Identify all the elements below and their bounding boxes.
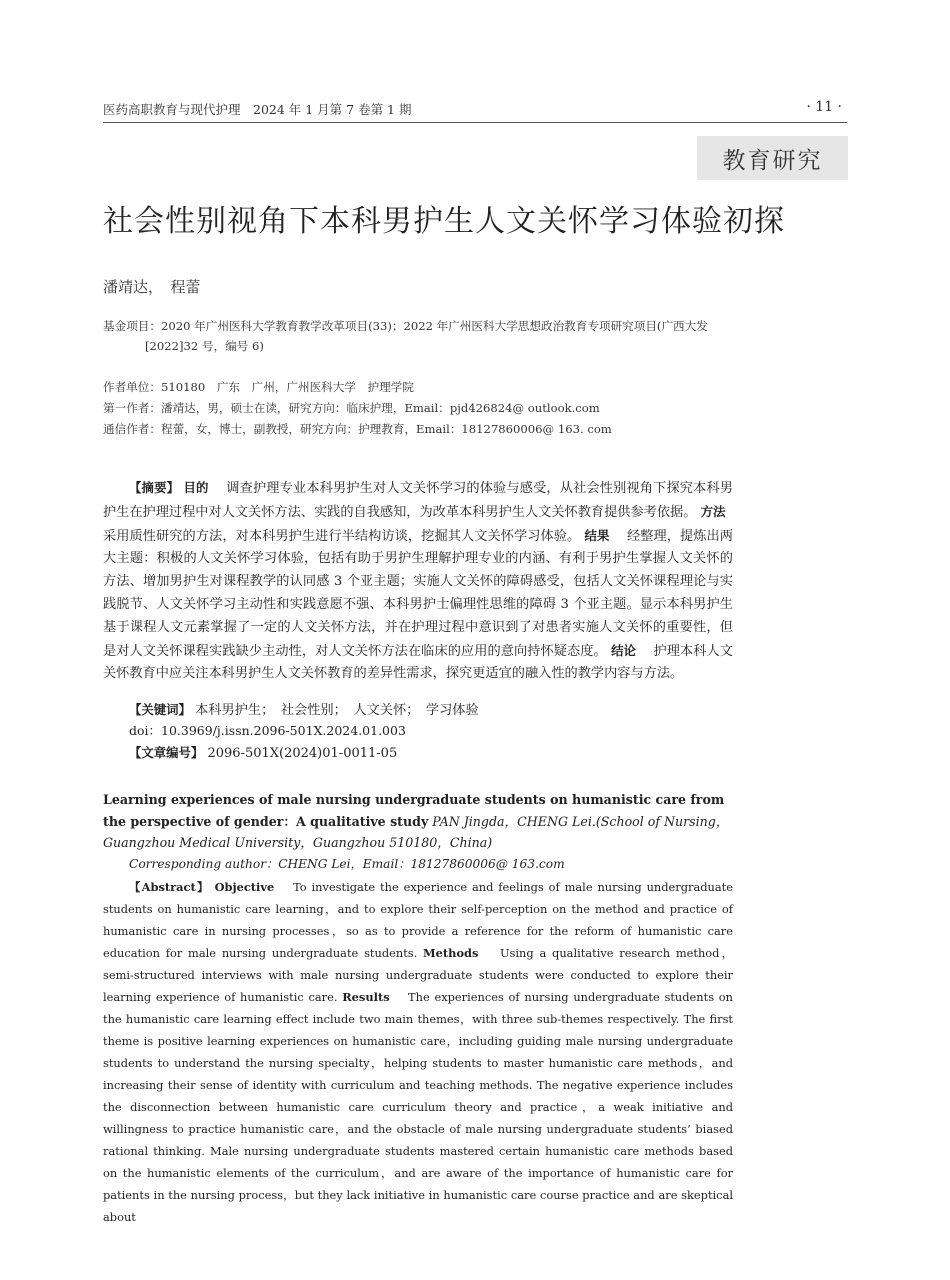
conclusion-text: 护理本科人文关怀教育中应关注本科男护生人文关怀教育的差异性需求，探究更适宜的融入性的教学内容与方法。 xyxy=(103,643,733,682)
keywords-text: 本科男护生； 社会性别； 人文关怀； 学习体验 xyxy=(195,703,479,718)
results-text: 经整理，提炼出两大主题：积极的人文关怀学习体验，包括有助于男护生理解护理专业的内涵、有利于男护生掌握人文关怀的方法、增加男护生对课程教学的认同感 3 个亚主题；实施人文关怀的障碍感受，包括人文关怀课程理论与实践脱节、人文关怀学习主动性和实践意愿不强、本科男护士偏理性思维的障碍 3 个亚主题。显示本科男护生基于课程人文元素掌握了一定的人文关怀方法，并在护理过程中意识到了对患者实施人文关怀的重要性，但是对人文关怀课程实践缺少主动性，对人文关怀方法在临床的应用的意向持怀疑态度。 xyxy=(103,528,733,659)
results-en-text: The experiences of nursing undergraduate students on the humanistic care learning effect include two main themes，with three sub-themes respectively. The first theme is positive learning experiences on humanistic care，including guiding male nursing undergraduate students to understand the nursing specialty，helping students to master humanistic care methods，and increasing their sense of identity with curriculum and teaching methods. The negative experience includes the disconnection between humanistic care curriculum theory and practice，a weak initiative and willingness to practice humanistic care，and the obstacle of male nursing undergraduate students’ biased rational thinking. Male nursing undergraduate students mastered certain humanistic care methods based on the humanistic elements of the curriculum，and are aware of the importance of humanistic care for patients in the nursing process，but they lack initiative in humanistic care course practice and are skeptical about xyxy=(103,990,733,1224)
results-label: 结果 xyxy=(584,527,610,543)
journal-header: 医药高职教育与现代护理 2024 年 1 月第 7 卷第 1 期 xyxy=(103,102,412,117)
english-title xyxy=(103,789,733,854)
article-number-label: 【文章编号】 xyxy=(129,745,204,760)
article-number-text: 2096-501X(2024)01-0011-05 xyxy=(207,746,398,761)
english-corresponding xyxy=(129,855,565,872)
authors: 潘靖达， 程蕾 xyxy=(103,278,201,296)
methods-en-text: Using a qualitative research method，semi-structured interviews with male nursing undergraduate students were conducted to explore their learning experience of humanistic care. xyxy=(103,946,733,1004)
objective-en-text: To investigate the experience and feelings of male nursing undergraduate students on humanistic care learning，and to explore their self-perception on the method and practice of humanistic care in nursing processes，so as to provide a reference for the reform of humanistic care education for male nursing undergraduate students. xyxy=(103,880,734,960)
objective-text: 调查护理专业本科男护生对人文关怀学习的体验与感受，从社会性别视角下探究本科男护生在护理过程中对人文关怀方法、实践的自我感知，为改革本科男护生人文关怀教育提供参考依据。 xyxy=(103,481,733,520)
abstract-cn xyxy=(103,477,733,686)
first-author: 第一作者：潘靖达，男，硕士在读，研究方向：临床护理，Email：pjd426824@ outlook.com xyxy=(103,401,600,415)
section-tag: 教育研究 xyxy=(697,136,848,180)
abstract-en-label: 【Abstract】 xyxy=(129,880,210,894)
keywords xyxy=(129,699,479,718)
header-rule xyxy=(103,122,847,123)
article-number xyxy=(129,743,397,761)
corresponding-label: Corresponding author：CHENG Lei，Email： xyxy=(129,857,411,871)
abstract-label: 【摘要】 xyxy=(129,480,180,495)
corresponding-email: 18127860006@ 163.com xyxy=(410,857,565,871)
methods-en-label: Methods xyxy=(423,946,479,960)
keywords-label: 【关键词】 xyxy=(129,702,191,717)
fund-line-2: [2022]32 号，编号 6) xyxy=(145,339,264,353)
results-en-label: Results xyxy=(342,990,390,1004)
objective-label: 目的 xyxy=(183,480,209,495)
page-number: · 11 · xyxy=(806,99,842,115)
objective-en-label: Objective xyxy=(214,880,275,894)
author-unit: 作者单位：510180 广东 广州，广州医科大学 护理学院 xyxy=(103,380,414,394)
article-title: 社会性别视角下本科男护生人文关怀学习体验初探 xyxy=(103,204,785,239)
fund-line-1: 基金项目：2020 年广州医科大学教育教学改革项目(33)；2022 年广州医科大学思想政治教育专项研究项目(广西大发 xyxy=(103,319,708,333)
english-authors: PAN Jingda，CHENG Lei.(School of Nursing，Guangzhou Medical University，Guangzhou 510180，China) xyxy=(103,813,729,850)
methods-text: 采用质性研究的方法，对本科男护生进行半结构访谈，挖掘其人文关怀学习体验。 xyxy=(103,528,581,544)
english-title-text: Learning experiences of male nursing undergraduate students on humanistic care from the perspective of gender：A qualitative study xyxy=(103,792,725,829)
abstract-en xyxy=(103,876,733,1228)
methods-label: 方法 xyxy=(700,503,726,519)
fund-info xyxy=(103,316,748,356)
doi: doi：10.3969/j.issn.2096-501X.2024.01.003 xyxy=(129,723,406,738)
conclusion-label: 结论 xyxy=(611,642,636,658)
corresponding-author: 通信作者：程蕾，女，博士，副教授，研究方向：护理教育，Email：18127860006@ 163. com xyxy=(103,422,612,436)
